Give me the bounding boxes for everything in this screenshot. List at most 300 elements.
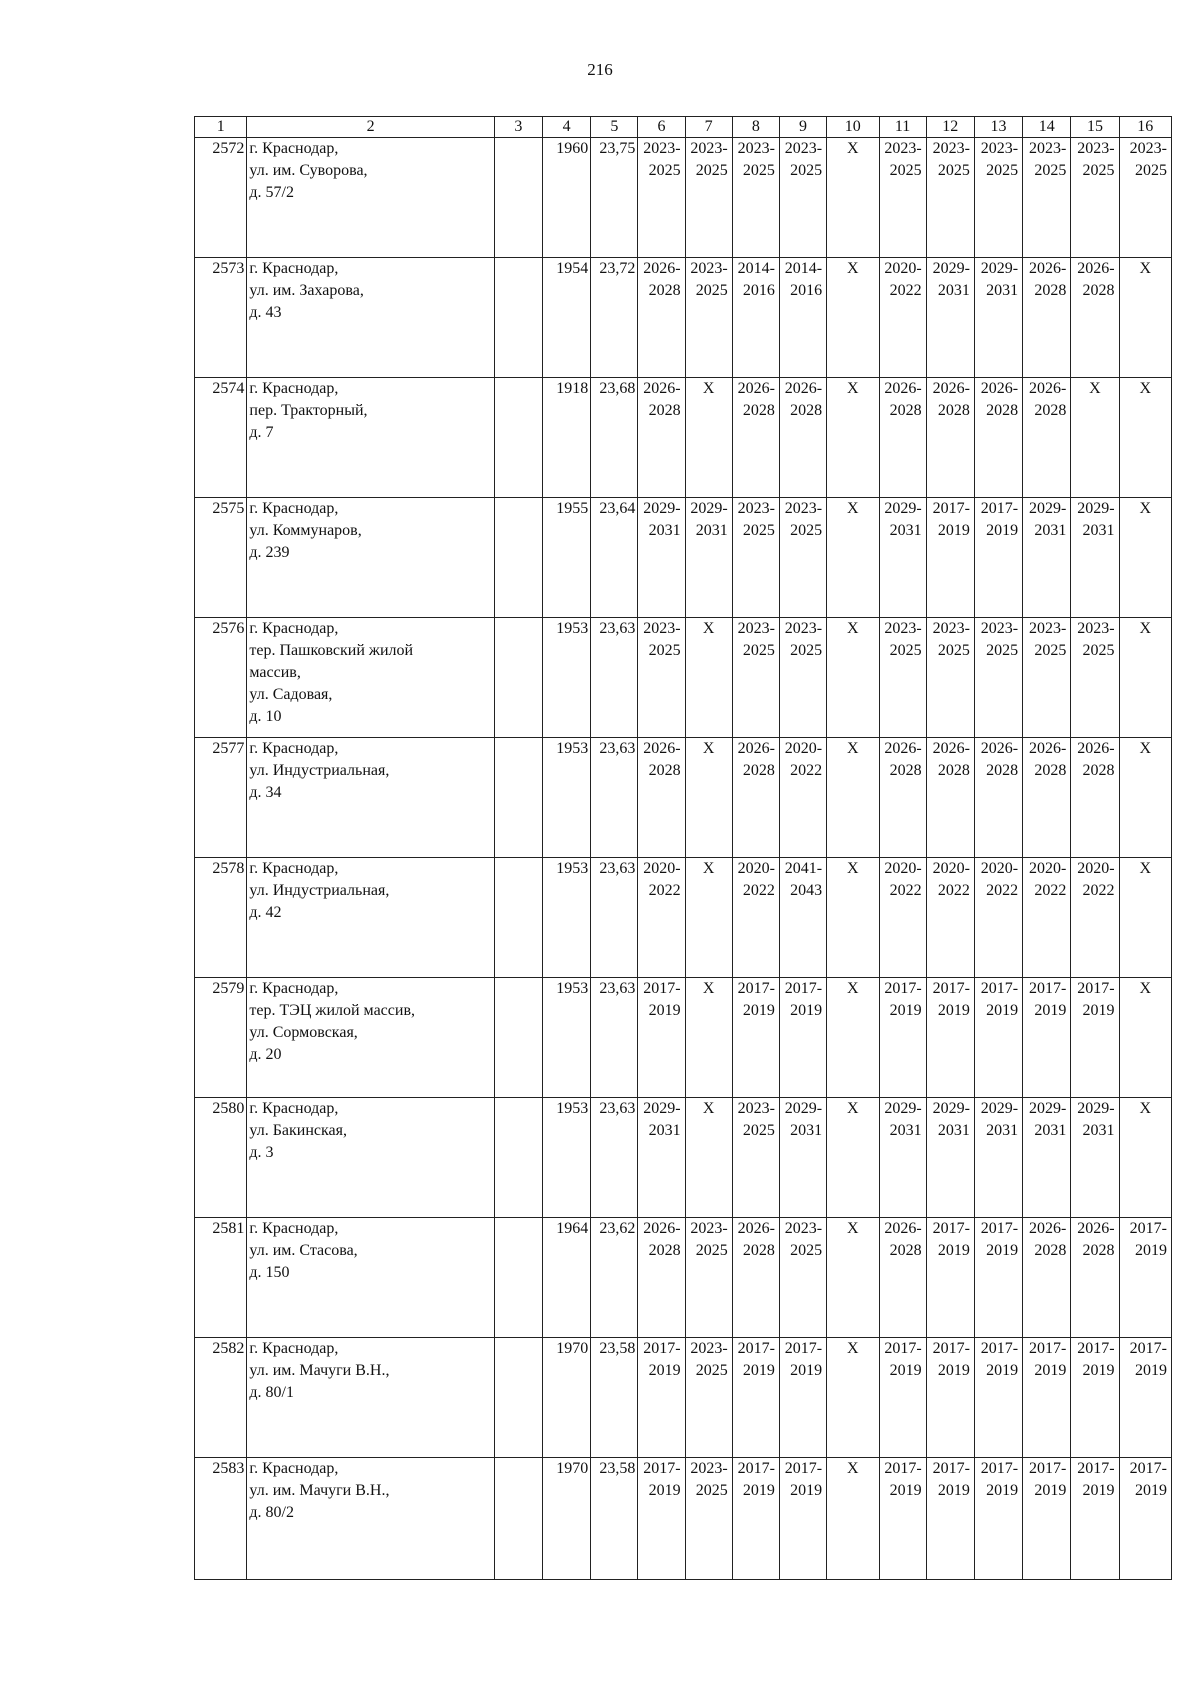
period-end: 2025 [648, 162, 681, 179]
year-built-cell: 1955 [543, 498, 591, 618]
period-cell [1023, 1098, 1071, 1218]
year-built-cell: 1964 [543, 1218, 591, 1338]
address-line: ул. им. Суворова, [249, 162, 368, 179]
not-applicable-mark: Х [702, 1100, 715, 1117]
period-start: 2017- [884, 1460, 922, 1477]
address-line: ул. им. Мачуги В.Н., [249, 1362, 390, 1379]
period-start: 2026- [643, 260, 681, 277]
period-cell [879, 1218, 926, 1338]
period-cell [638, 1218, 685, 1338]
address-cell [247, 978, 494, 1098]
period-start: 2023- [784, 1220, 823, 1237]
period-cell [1023, 1458, 1071, 1580]
period-start: 2017- [980, 500, 1019, 517]
address-cell [247, 258, 494, 378]
column-header: 11 [879, 117, 926, 138]
address-line: д. 150 [249, 1264, 290, 1281]
period-start: 2023- [784, 500, 823, 517]
row-number: 2573 [195, 258, 247, 378]
row-number: 2583 [195, 1458, 247, 1580]
period-end: 2031 [986, 282, 1019, 299]
address-line: д. 42 [249, 904, 282, 921]
period-end: 2031 [986, 1122, 1019, 1139]
period-end: 2025 [937, 162, 970, 179]
period-start: 2023- [784, 620, 823, 637]
period-cell [685, 858, 732, 978]
table-row [195, 1218, 1172, 1338]
not-applicable-mark: Х [847, 260, 859, 277]
table-body [195, 138, 1172, 1580]
period-cell [732, 1218, 779, 1338]
period-cell [926, 618, 974, 738]
period-end: 2025 [695, 1482, 728, 1499]
row-number: 2572 [195, 138, 247, 258]
period-start: 2026- [737, 380, 775, 397]
address-cell [247, 1458, 494, 1580]
period-start: 2017- [980, 1220, 1019, 1237]
address-line: г. Краснодар, [249, 860, 339, 877]
period-end: 2019 [986, 1002, 1019, 1019]
period-cell [974, 1098, 1022, 1218]
period-start: 2029- [690, 500, 728, 517]
area-cell: 23,63 [591, 738, 638, 858]
address-line: д. 7 [249, 424, 274, 441]
period-cell [1023, 738, 1071, 858]
period-end: 2019 [937, 1482, 970, 1499]
period-end: 2028 [1034, 1242, 1067, 1259]
period-start: 2023- [690, 1220, 728, 1237]
period-cell [1071, 378, 1119, 498]
area-cell: 23,58 [591, 1458, 638, 1580]
period-end: 2025 [790, 642, 823, 659]
period-start: 2023- [932, 620, 970, 637]
period-cell [1023, 1218, 1071, 1338]
period-start: 2017- [1129, 1340, 1167, 1357]
period-cell [1023, 138, 1071, 258]
column-header: 1 [195, 117, 247, 138]
row-number: 2581 [195, 1218, 247, 1338]
address-cell [247, 378, 494, 498]
period-cell [1119, 1098, 1171, 1218]
period-cell [926, 378, 974, 498]
area-cell: 23,58 [591, 1338, 638, 1458]
col3-cell [494, 138, 542, 258]
period-end: 2025 [742, 642, 775, 659]
period-end: 2019 [986, 522, 1019, 539]
period-end: 2025 [742, 162, 775, 179]
period-start: 2017- [1129, 1460, 1167, 1477]
period-end: 2031 [648, 1122, 681, 1139]
period-cell [685, 1338, 732, 1458]
period-cell [779, 258, 826, 378]
column-header: 8 [732, 117, 779, 138]
period-cell [827, 498, 879, 618]
period-cell [879, 1458, 926, 1580]
period-start: 2023- [643, 140, 681, 157]
row-number: 2575 [195, 498, 247, 618]
period-cell [1023, 498, 1071, 618]
period-start: 2026- [884, 740, 922, 757]
period-cell [926, 1458, 974, 1580]
not-applicable-mark: Х [1139, 500, 1152, 517]
column-header: 3 [494, 117, 542, 138]
period-cell [1119, 978, 1171, 1098]
period-start: 2020- [643, 860, 681, 877]
period-cell [732, 1338, 779, 1458]
not-applicable-mark: Х [847, 620, 859, 637]
address-cell [247, 1098, 494, 1218]
period-end: 2031 [1034, 522, 1067, 539]
period-cell [732, 258, 779, 378]
period-start: 2026- [643, 380, 681, 397]
period-start: 2020- [932, 860, 970, 877]
period-start: 2023- [1129, 140, 1167, 157]
period-cell [779, 138, 826, 258]
period-cell [685, 1218, 732, 1338]
period-start: 2026- [980, 740, 1019, 757]
period-start: 2017- [737, 1340, 775, 1357]
period-cell [827, 978, 879, 1098]
period-end: 2025 [1034, 162, 1067, 179]
period-cell [1023, 858, 1071, 978]
period-start: 2017- [932, 500, 970, 517]
period-end: 2025 [1082, 162, 1115, 179]
period-start: 2029- [884, 500, 922, 517]
period-end: 2028 [1034, 762, 1067, 779]
period-start: 2026- [884, 1220, 922, 1237]
period-cell [1071, 858, 1119, 978]
address-line: д. 80/2 [249, 1504, 294, 1521]
address-line: ул. Индустриальная, [249, 882, 390, 899]
period-cell [779, 978, 826, 1098]
column-header: 15 [1071, 117, 1119, 138]
period-end: 2028 [648, 402, 681, 419]
period-start: 2017- [1029, 980, 1067, 997]
period-cell [1119, 138, 1171, 258]
period-start: 2017- [737, 1460, 775, 1477]
period-end: 2019 [937, 1242, 970, 1259]
col3-cell [494, 378, 542, 498]
period-cell [779, 378, 826, 498]
period-end: 2031 [790, 1122, 823, 1139]
period-end: 2019 [1082, 1002, 1115, 1019]
column-header: 10 [827, 117, 879, 138]
period-start: 2014- [784, 260, 823, 277]
period-cell [1119, 378, 1171, 498]
period-cell [732, 1098, 779, 1218]
period-end: 2031 [937, 282, 970, 299]
table-row [195, 138, 1172, 258]
period-start: 2020- [1077, 860, 1115, 877]
period-start: 2026- [737, 740, 775, 757]
col3-cell [494, 858, 542, 978]
period-start: 2029- [884, 1100, 922, 1117]
period-end: 2019 [790, 1362, 823, 1379]
period-end: 2025 [986, 642, 1019, 659]
period-start: 2029- [643, 1100, 681, 1117]
area-cell: 23,63 [591, 618, 638, 738]
period-end: 2031 [889, 1122, 922, 1139]
period-start: 2023- [690, 1460, 728, 1477]
period-cell [638, 618, 685, 738]
table-row [195, 738, 1172, 858]
row-number: 2579 [195, 978, 247, 1098]
area-cell: 23,75 [591, 138, 638, 258]
col3-cell [494, 1338, 542, 1458]
period-end: 2025 [937, 642, 970, 659]
period-end: 2022 [937, 882, 970, 899]
address-line: г. Краснодар, [249, 260, 339, 277]
period-end: 2019 [1034, 1362, 1067, 1379]
col3-cell [494, 258, 542, 378]
period-end: 2028 [1082, 762, 1115, 779]
period-end: 2025 [695, 162, 728, 179]
period-end: 2031 [695, 522, 728, 539]
period-start: 2026- [1029, 260, 1067, 277]
address-line: д. 239 [249, 544, 290, 561]
period-end: 2019 [742, 1362, 775, 1379]
period-cell [732, 738, 779, 858]
period-end: 2022 [889, 882, 922, 899]
period-cell [1023, 618, 1071, 738]
col3-cell [494, 618, 542, 738]
period-end: 2019 [889, 1362, 922, 1379]
period-start: 2017- [1029, 1340, 1067, 1357]
period-cell [827, 378, 879, 498]
period-end: 2019 [1135, 1482, 1167, 1499]
period-cell [1119, 1218, 1171, 1338]
period-start: 2020- [884, 260, 922, 277]
area-cell: 23,64 [591, 498, 638, 618]
address-line: г. Краснодар, [249, 740, 339, 757]
period-cell [685, 1458, 732, 1580]
not-applicable-mark: Х [1089, 380, 1101, 397]
address-line: г. Краснодар, [249, 620, 339, 637]
period-cell [827, 738, 879, 858]
area-cell: 23,68 [591, 378, 638, 498]
period-end: 2016 [742, 282, 775, 299]
period-cell [1023, 1338, 1071, 1458]
address-line: д. 34 [249, 784, 282, 801]
period-cell [732, 498, 779, 618]
period-start: 2026- [737, 1220, 775, 1237]
period-end: 2025 [648, 642, 681, 659]
period-cell [879, 378, 926, 498]
period-start: 2026- [784, 380, 823, 397]
period-end: 2019 [986, 1482, 1019, 1499]
table-row [195, 378, 1172, 498]
period-end: 2019 [1082, 1482, 1115, 1499]
period-cell [1071, 738, 1119, 858]
period-start: 2026- [884, 380, 922, 397]
period-cell [879, 858, 926, 978]
period-cell [974, 1338, 1022, 1458]
period-start: 2017- [1129, 1220, 1167, 1237]
period-cell [1071, 978, 1119, 1098]
period-end: 2028 [742, 402, 775, 419]
year-built-cell: 1953 [543, 1098, 591, 1218]
period-end: 2019 [1135, 1362, 1167, 1379]
address-line: д. 10 [249, 708, 282, 725]
period-cell [685, 738, 732, 858]
period-start: 2020- [784, 740, 823, 757]
period-cell [779, 1338, 826, 1458]
not-applicable-mark: Х [702, 980, 715, 997]
period-start: 2023- [690, 260, 728, 277]
not-applicable-mark: Х [847, 1340, 859, 1357]
period-cell [1071, 1218, 1119, 1338]
period-end: 2028 [1082, 282, 1115, 299]
period-end: 2019 [937, 522, 970, 539]
period-end: 2022 [1034, 882, 1067, 899]
not-applicable-mark: Х [702, 860, 715, 877]
period-start: 2026- [980, 380, 1019, 397]
address-line: г. Краснодар, [249, 1100, 339, 1117]
period-end: 2025 [1135, 162, 1167, 179]
period-cell [779, 498, 826, 618]
period-start: 2023- [737, 1100, 775, 1117]
period-cell [1023, 978, 1071, 1098]
period-end: 2019 [1034, 1002, 1067, 1019]
address-line: г. Краснодар, [249, 1460, 339, 1477]
period-cell [1071, 1098, 1119, 1218]
address-line: ул. им. Мачуги В.Н., [249, 1482, 390, 1499]
year-built-cell: 1960 [543, 138, 591, 258]
period-start: 2017- [1077, 1460, 1115, 1477]
address-line: тер. ТЭЦ жилой массив, [249, 1002, 415, 1019]
period-cell [638, 498, 685, 618]
period-end: 2019 [742, 1002, 775, 1019]
period-cell [685, 498, 732, 618]
period-end: 2019 [1082, 1362, 1115, 1379]
period-cell [732, 978, 779, 1098]
period-start: 2017- [884, 980, 922, 997]
period-start: 2017- [784, 1460, 823, 1477]
period-end: 2025 [695, 1362, 728, 1379]
period-cell [1119, 858, 1171, 978]
period-end: 2028 [1034, 402, 1067, 419]
period-end: 2028 [790, 402, 823, 419]
period-end: 2022 [889, 282, 922, 299]
period-cell [974, 858, 1022, 978]
row-number: 2577 [195, 738, 247, 858]
period-cell [926, 1218, 974, 1338]
period-end: 2019 [1135, 1242, 1167, 1259]
page-number: 216 [587, 60, 613, 79]
period-cell [879, 1098, 926, 1218]
period-end: 2025 [790, 162, 823, 179]
period-end: 2028 [889, 762, 922, 779]
period-start: 2029- [1077, 1100, 1115, 1117]
not-applicable-mark: Х [847, 740, 859, 757]
period-start: 2029- [1077, 500, 1115, 517]
address-line: пер. Тракторный, [249, 402, 368, 419]
period-cell [779, 738, 826, 858]
address-line: г. Краснодар, [249, 380, 339, 397]
period-cell [779, 1458, 826, 1580]
period-end: 2025 [742, 522, 775, 539]
period-end: 2025 [695, 282, 728, 299]
period-cell [1119, 738, 1171, 858]
not-applicable-mark: Х [1139, 260, 1152, 277]
period-start: 2017- [980, 980, 1019, 997]
period-start: 2029- [1029, 1100, 1067, 1117]
period-end: 2031 [1082, 522, 1115, 539]
period-end: 2028 [1034, 282, 1067, 299]
period-cell [638, 378, 685, 498]
period-cell [638, 258, 685, 378]
period-end: 2028 [648, 282, 681, 299]
period-end: 2028 [648, 1242, 681, 1259]
period-end: 2022 [742, 882, 775, 899]
period-start: 2029- [980, 260, 1019, 277]
table-header [195, 117, 1172, 138]
period-cell [1071, 138, 1119, 258]
column-header: 12 [926, 117, 974, 138]
period-start: 2017- [643, 980, 681, 997]
period-end: 2043 [790, 882, 823, 899]
col3-cell [494, 498, 542, 618]
period-cell [732, 138, 779, 258]
not-applicable-mark: Х [847, 380, 859, 397]
address-cell [247, 498, 494, 618]
period-start: 2017- [884, 1340, 922, 1357]
period-start: 2023- [980, 620, 1019, 637]
address-line: д. 3 [249, 1144, 274, 1161]
period-start: 2029- [784, 1100, 823, 1117]
period-start: 2023- [1077, 140, 1115, 157]
period-cell [779, 858, 826, 978]
period-cell [779, 1098, 826, 1218]
period-end: 2028 [889, 1242, 922, 1259]
column-header: 9 [779, 117, 826, 138]
period-start: 2017- [932, 1220, 970, 1237]
period-cell [732, 1458, 779, 1580]
period-cell [879, 498, 926, 618]
period-cell [1119, 258, 1171, 378]
period-start: 2029- [643, 500, 681, 517]
header-row [195, 117, 1172, 138]
period-cell [879, 738, 926, 858]
period-end: 2028 [889, 402, 922, 419]
period-cell [879, 1338, 926, 1458]
period-start: 2017- [643, 1340, 681, 1357]
period-end: 2019 [742, 1482, 775, 1499]
period-cell [974, 258, 1022, 378]
address-line: г. Краснодар, [249, 980, 339, 997]
period-cell [1071, 498, 1119, 618]
area-cell: 23,63 [591, 1098, 638, 1218]
period-start: 2017- [932, 1340, 970, 1357]
year-built-cell: 1953 [543, 738, 591, 858]
address-line: ул. Бакинская, [249, 1122, 347, 1139]
period-start: 2023- [1029, 620, 1067, 637]
column-header: 2 [247, 117, 494, 138]
address-cell [247, 618, 494, 738]
period-cell [732, 618, 779, 738]
period-start: 2023- [784, 140, 823, 157]
period-start: 2023- [737, 140, 775, 157]
address-line: ул. им. Захарова, [249, 282, 364, 299]
period-cell [926, 738, 974, 858]
period-cell [685, 618, 732, 738]
period-end: 2028 [742, 762, 775, 779]
address-line: ул. Индустриальная, [249, 762, 390, 779]
address-line: г. Краснодар, [249, 140, 339, 157]
period-end: 2022 [648, 882, 681, 899]
period-start: 2020- [884, 860, 922, 877]
period-end: 2019 [648, 1482, 681, 1499]
